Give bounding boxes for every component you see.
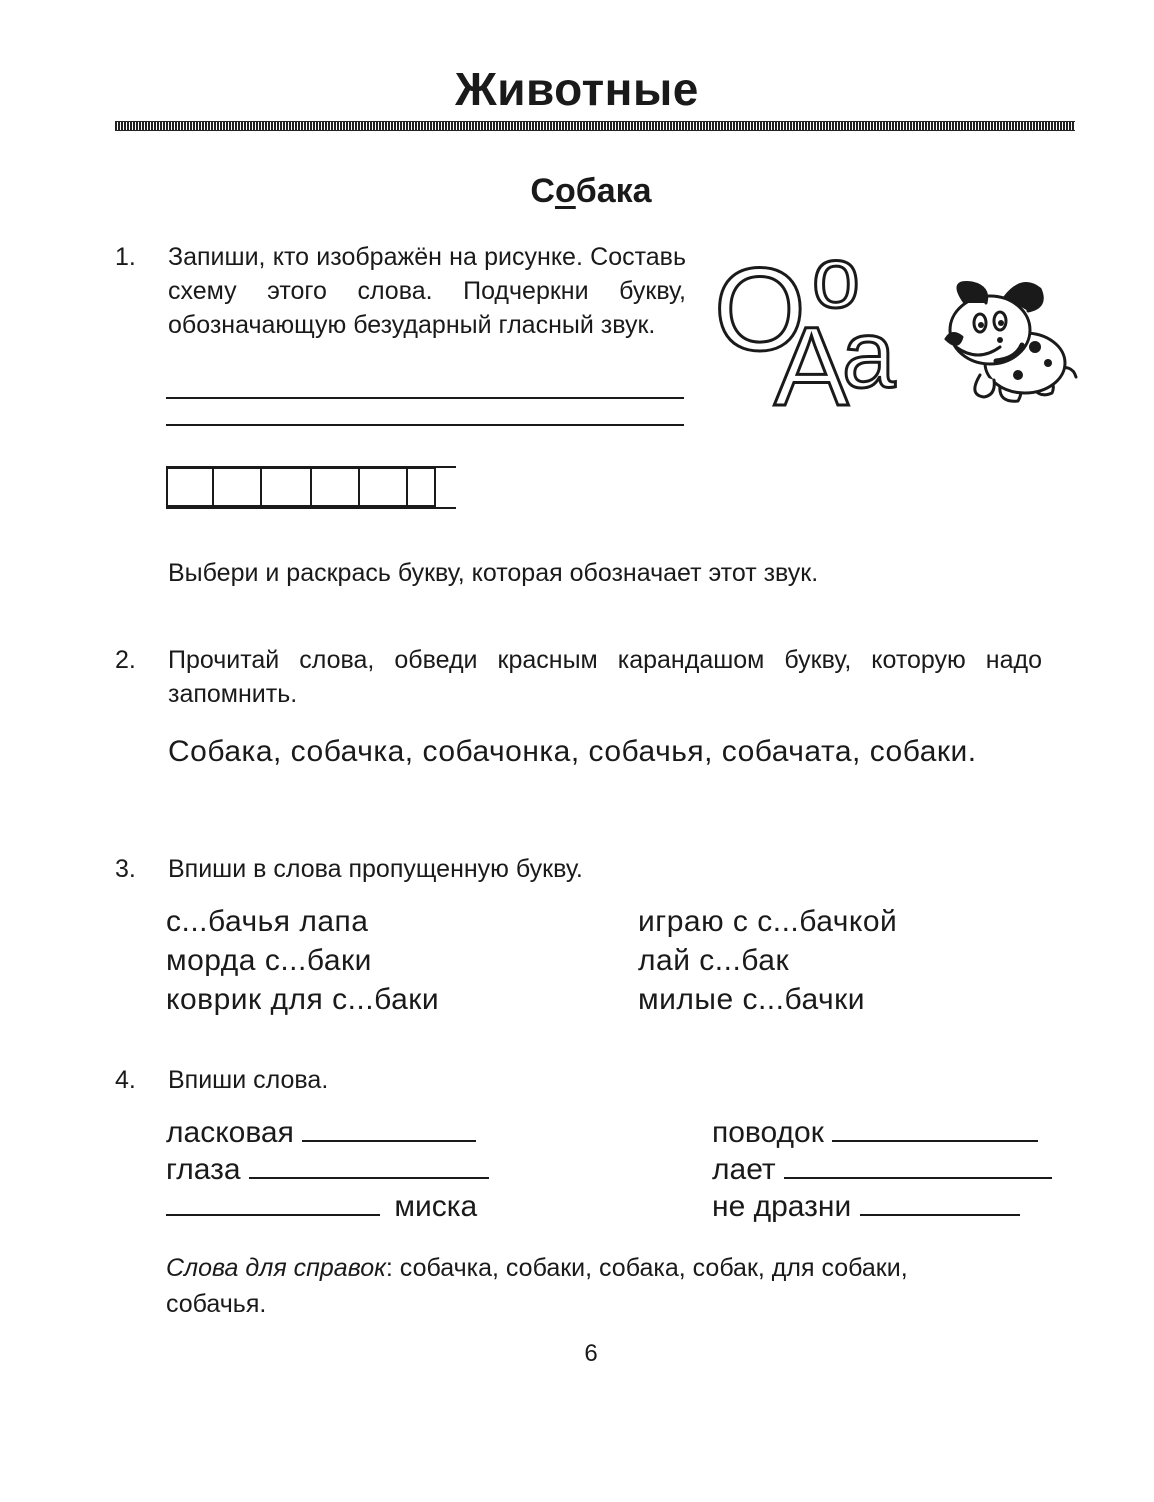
reference-words <box>166 1250 986 1322</box>
task4-right-row-1: поводок <box>712 1116 1038 1150</box>
task2-number: 2. <box>115 646 136 674</box>
scheme-top-line <box>166 466 456 468</box>
page-number: 6 <box>584 1340 598 1367</box>
scheme-bottom-line <box>166 507 456 509</box>
task2-words: Собака, собачка, собачонка, собачья, собачата, собаки. <box>168 735 977 768</box>
scheme-cell[interactable] <box>166 467 214 507</box>
task3-number: 3. <box>115 855 136 883</box>
gap-word-item[interactable]: с...бачья лапа <box>166 905 369 938</box>
task3-text: Впиши в слова пропущенную букву. <box>168 855 583 883</box>
scheme-cell[interactable] <box>310 467 360 507</box>
letters-and-dog-illustration <box>700 235 1100 425</box>
task3-left-column <box>166 902 439 1019</box>
gap-word-item[interactable]: морда с...баки <box>166 944 372 977</box>
task4-left-row-3: миска <box>166 1190 477 1224</box>
task1-answer-line-2[interactable] <box>166 424 684 426</box>
task1-number: 1. <box>115 243 136 271</box>
lesson-title-marked-letter: о <box>554 172 576 210</box>
gap-word-item[interactable]: коврик для с...баки <box>166 983 440 1016</box>
outline-letter-lower-a[interactable]: а <box>842 301 896 408</box>
task1-answer-line-1[interactable] <box>166 397 684 399</box>
scheme-cell[interactable] <box>358 467 408 507</box>
gap-word-item[interactable]: играю с с...бачкой <box>638 905 898 938</box>
task2-text: Прочитай слова, обведи красным карандашом букву, которую надо запомнить. <box>168 646 1042 708</box>
fill-in-blank[interactable] <box>302 1118 476 1142</box>
title-divider <box>115 121 1075 131</box>
reference-label: Слова для справок <box>166 1254 386 1282</box>
task1-text: Запиши, кто изображён на рисунке. Составь схему этого слова. Подчеркни букву, обозначающую безударный гласный звук. <box>168 243 686 339</box>
task3-right-column <box>638 902 897 1019</box>
task1-instruction: Выбери и раскрась букву, которая обозначает этот звук. <box>168 559 819 587</box>
reference-list: : собачка, собаки, собака, собак, для собаки, собачья. <box>166 1254 908 1318</box>
task4-right-row-3: не дразни <box>712 1190 1020 1224</box>
scheme-cell[interactable] <box>260 467 312 507</box>
gap-word-item[interactable]: лай с...бак <box>638 944 790 977</box>
gap-word-item[interactable]: милые с...бачки <box>638 983 866 1016</box>
dog-illustration-icon <box>946 282 1076 401</box>
lesson-title: Собака <box>530 172 652 210</box>
fill-in-blank[interactable] <box>860 1192 1020 1216</box>
task4-left-row-1: ласковая <box>166 1116 476 1150</box>
task4-text: Впиши слова. <box>168 1066 329 1094</box>
task4-number: 4. <box>115 1066 136 1094</box>
fill-in-blank[interactable] <box>249 1155 489 1179</box>
task4-left-row-2: глаза <box>166 1153 489 1187</box>
outline-letter-upper-a[interactable]: А <box>774 304 849 425</box>
outline-letter-lower-o[interactable]: о <box>812 235 860 326</box>
scheme-cell[interactable] <box>406 467 436 507</box>
fill-in-blank[interactable] <box>166 1192 380 1216</box>
task4-right-row-2: лает <box>712 1153 1052 1187</box>
fill-in-blank[interactable] <box>784 1155 1052 1179</box>
chapter-title: Животные <box>455 63 699 115</box>
fill-in-blank[interactable] <box>832 1118 1038 1142</box>
outline-letter-upper-o[interactable]: О <box>714 244 806 376</box>
scheme-cell[interactable] <box>212 467 262 507</box>
